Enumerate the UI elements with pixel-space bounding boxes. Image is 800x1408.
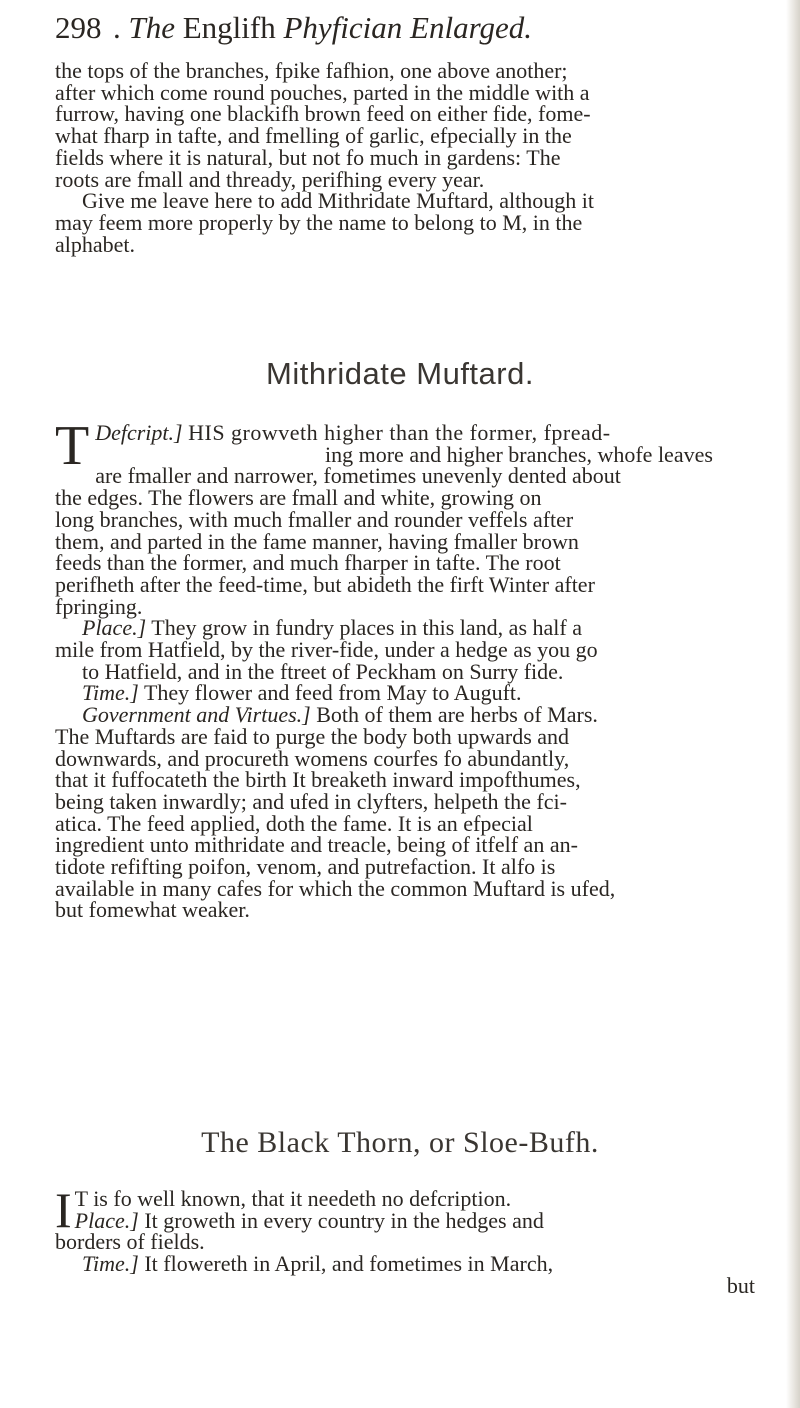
first-line-text: T is fo well known, that it needeth no defcription. (74, 1186, 512, 1211)
mithridate-description (55, 415, 773, 923)
text-line: furrow, having one blackifh brown feed on either fide, fome- (55, 101, 591, 127)
running-head-englifh: Englifh (175, 10, 284, 45)
place-label: Place.] (82, 615, 147, 641)
text-line: the edges. The flowers are fmall and white, growing on (55, 485, 542, 511)
place-line (55, 617, 773, 639)
place-text: It groweth in every country in the hedges and (138, 1207, 544, 1233)
text-line: them, and parted in the fame manner, having fmaller brown (55, 528, 579, 554)
text-line: Give me leave here to add Mithridate Muftard, although it (82, 188, 594, 214)
catchword: but (726, 1272, 755, 1298)
page-number: 298 (55, 10, 102, 45)
text-line: what fharp in tafte, and fmelling of garlic, efpecially in the (55, 123, 572, 149)
running-head-phyfician: Phyfician Enlarged. (283, 10, 533, 45)
text-line: may feem more properly by the name to belong to M, in the (55, 209, 583, 235)
running-header (55, 0, 755, 52)
place-text: They grow in fundry places in this land, as half a (146, 615, 582, 641)
government-label: Government and Virtues.] (82, 702, 311, 728)
running-head (113, 10, 532, 46)
drop-cap: I (55, 1182, 72, 1238)
intro-paragraph (55, 60, 773, 255)
time-line (55, 1253, 773, 1275)
time-label: Time.] (82, 1251, 139, 1277)
text-line: alphabet. (55, 231, 136, 257)
government-line (55, 704, 773, 726)
descript-label: Defcript.] (95, 420, 183, 445)
time-label: Time.] (82, 680, 139, 706)
place-line (55, 1207, 773, 1233)
text-line: roots are fmall and thready, perifhing every year. (55, 166, 485, 192)
text-line: to Hatfield, and in the ftreet of Peckham on Surry fide. (82, 658, 564, 684)
text-line: fpringing. (55, 593, 143, 619)
time-line (55, 682, 773, 704)
government-text: Both of them are herbs of Mars. (310, 702, 598, 728)
text-line: available in many cafes for which the common Muftard is ufed, (55, 875, 616, 901)
text-line: after which come round pouches, parted in the middle with a (55, 79, 590, 105)
section-heading-black-thorn: The Black Thorn, or Sloe-Bufh. (201, 1126, 599, 1159)
time-text: It flowereth in April, and fometimes in March, (138, 1251, 554, 1277)
text-line: being taken inwardly; and ufed in clyfters, helpeth the fci- (55, 788, 567, 814)
drop-cap: T (55, 415, 90, 477)
time-text: They flower and feed from May to Auguft. (138, 680, 522, 706)
text-line: ingredient unto mithridate and treacle, being of itfelf an an- (55, 832, 578, 858)
text-line: downwards, and procureth womens courfes fo abundantly, (55, 745, 570, 771)
text-line: but fomewhat weaker. (55, 897, 250, 923)
text-line: are fmaller and narrower, fometimes unevenly dented about (95, 463, 621, 489)
running-head-the: The (128, 10, 175, 45)
text-line: tidote refifting poifon, venom, and putrefaction. It alfo is (55, 854, 556, 880)
page-edge-shadow (786, 0, 800, 1408)
text-line: perifheth after the feed-time, but abideth the firft Winter after (55, 571, 595, 597)
descript-first-text: HIS growveth higher than the former, fpread- (188, 420, 611, 445)
section-heading-mithridate: Mithridate Muftard. (266, 356, 534, 391)
text-line: The Muftards are faid to purge the body both upwards and (55, 723, 570, 749)
text-line: fields where it is natural, but not fo much in gardens: The (55, 144, 561, 170)
running-head-prefix: . (113, 10, 129, 45)
place-label: Place.] (74, 1207, 139, 1233)
text-line: borders of fields. (55, 1229, 205, 1255)
text-line: that it fuffocateth the birth It breaketh inward impofthumes, (55, 767, 581, 793)
text-line: ing more and higher branches, whofe leaves (325, 441, 713, 467)
black-thorn-description (55, 1182, 773, 1298)
text-line: the tops of the branches, fpike fafhion, one above another; (55, 58, 568, 83)
text-line: mile from Hatfield, by the river-fide, under a hedge as you go (55, 637, 598, 663)
text-line: atica. The feed applied, doth the fame. It is an efpecial (55, 810, 533, 836)
text-line: long branches, with much fmaller and rounder veffels after (55, 506, 574, 532)
text-line: feeds than the former, and much fharper in tafte. The root (55, 550, 561, 576)
